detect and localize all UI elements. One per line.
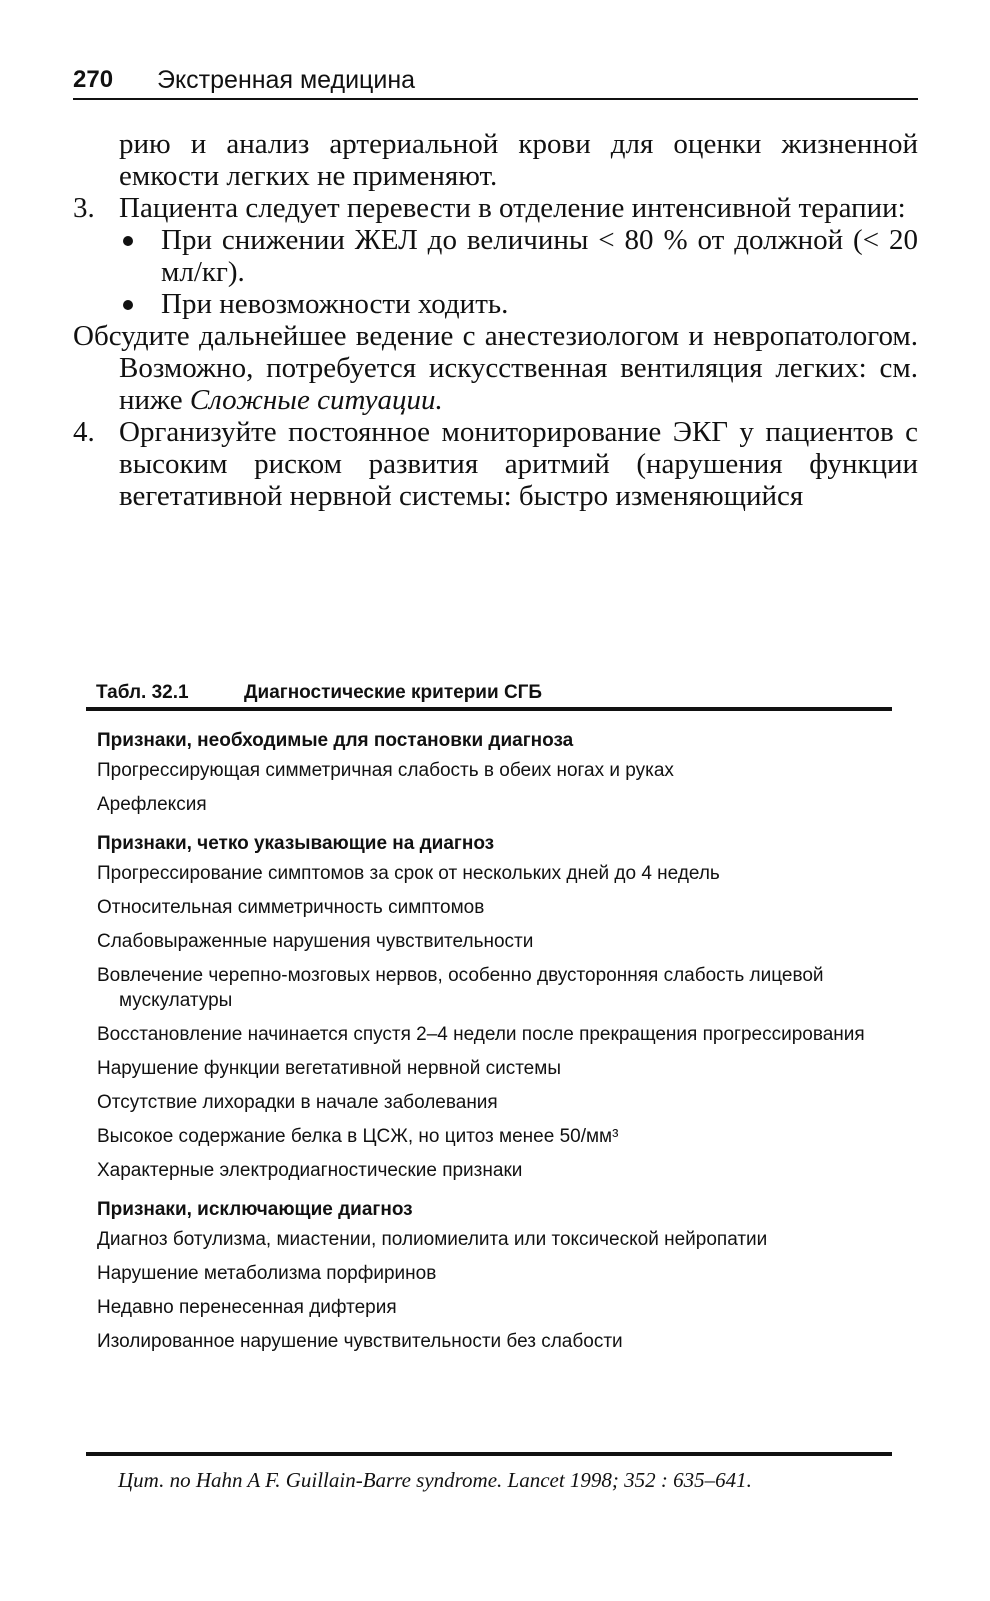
bullet-text: При невозможности ходить. bbox=[161, 288, 509, 320]
item-number: 4. bbox=[73, 416, 95, 448]
bullet-text: При снижении ЖЕЛ до величины < 80 % от должной (< 20 мл/кг). bbox=[161, 224, 918, 288]
table-top-rule bbox=[86, 707, 892, 711]
table-row: Высокое содержание белка в ЦСЖ, но цитоз менее 50/мм³ bbox=[97, 1126, 619, 1147]
table-title: Диагностические критерии СГБ bbox=[244, 682, 543, 703]
page-number: 270 bbox=[73, 66, 114, 93]
table-row: Изолированное нарушение чувствительности без слабости bbox=[97, 1331, 623, 1352]
table-row: Нарушение функции вегетативной нервной системы bbox=[97, 1058, 561, 1079]
bullet-item bbox=[73, 288, 918, 320]
table-label: Табл. 32.1 bbox=[96, 682, 189, 703]
numbered-item-4 bbox=[73, 416, 918, 512]
bullet-item bbox=[73, 224, 918, 288]
table-row: Прогрессирование симптомов за срок от нескольких дней до 4 недель bbox=[97, 863, 720, 884]
item-text: Пациента следует перевести в отделение интенсивной терапии: bbox=[119, 192, 906, 224]
numbered-item-3 bbox=[73, 192, 918, 224]
table-row: Восстановление начинается спустя 2–4 недели после прекращения прогрессирования bbox=[97, 1024, 865, 1045]
item-text: Организуйте постоянное мониторирование ЭКГ у пациентов с высоким риском развития аритмий (нарушения функции вегетативной нервной системы: быстро изменяющийся bbox=[119, 416, 918, 512]
table-caption bbox=[96, 682, 542, 704]
section-heading: Признаки, четко указывающие на диагноз bbox=[97, 833, 495, 854]
body-text bbox=[73, 128, 918, 512]
table-row: Арефлексия bbox=[97, 794, 207, 815]
table-row: Вовлечение черепно-мозговых нервов, особенно двусторонняя слабость лицевой мускулатуры bbox=[97, 965, 824, 1011]
table-row: Характерные электродиагностические признаки bbox=[97, 1160, 523, 1181]
cross-reference: Сложные ситуации. bbox=[189, 384, 443, 416]
bullet-icon bbox=[123, 236, 133, 246]
table-row: Слабовыраженные нарушения чувствительности bbox=[97, 931, 534, 952]
paragraph bbox=[73, 320, 918, 416]
continuation-text: рию и анализ артериальной крови для оценки жизненной емкости легких не применяют. bbox=[119, 128, 918, 192]
item-number: 3. bbox=[73, 192, 95, 224]
table-row: Относительная симметричность симптомов bbox=[97, 897, 485, 918]
table-row: Нарушение метаболизма порфиринов bbox=[97, 1263, 437, 1284]
table-citation: Цит. по Hahn A F. Guillain-Barre syndrome. Lancet 1998; 352 : 635–641. bbox=[118, 1468, 752, 1492]
table-row: Отсутствие лихорадки в начале заболевания bbox=[97, 1092, 498, 1113]
table-bottom-rule bbox=[86, 1452, 892, 1456]
table-row: Диагноз ботулизма, миастении, полиомиелита или токсической нейропатии bbox=[97, 1229, 768, 1250]
table-row: Недавно перенесенная дифтерия bbox=[97, 1297, 397, 1318]
paragraph-text: Обсудите дальнейшее ведение с анестезиологом и невропатологом. Возможно, потребуется искусственная вентиляция легких: см. ниже bbox=[73, 320, 918, 416]
table-row: Прогрессирующая симметричная слабость в обеих ногах и руках bbox=[97, 760, 674, 781]
running-header bbox=[73, 62, 918, 100]
section-heading: Признаки, исключающие диагноз bbox=[97, 1199, 413, 1220]
bullet-icon bbox=[123, 300, 133, 310]
section-heading: Признаки, необходимые для постановки диагноза bbox=[97, 730, 574, 751]
running-title: Экстренная медицина bbox=[157, 66, 416, 94]
criteria-table bbox=[97, 724, 877, 1363]
